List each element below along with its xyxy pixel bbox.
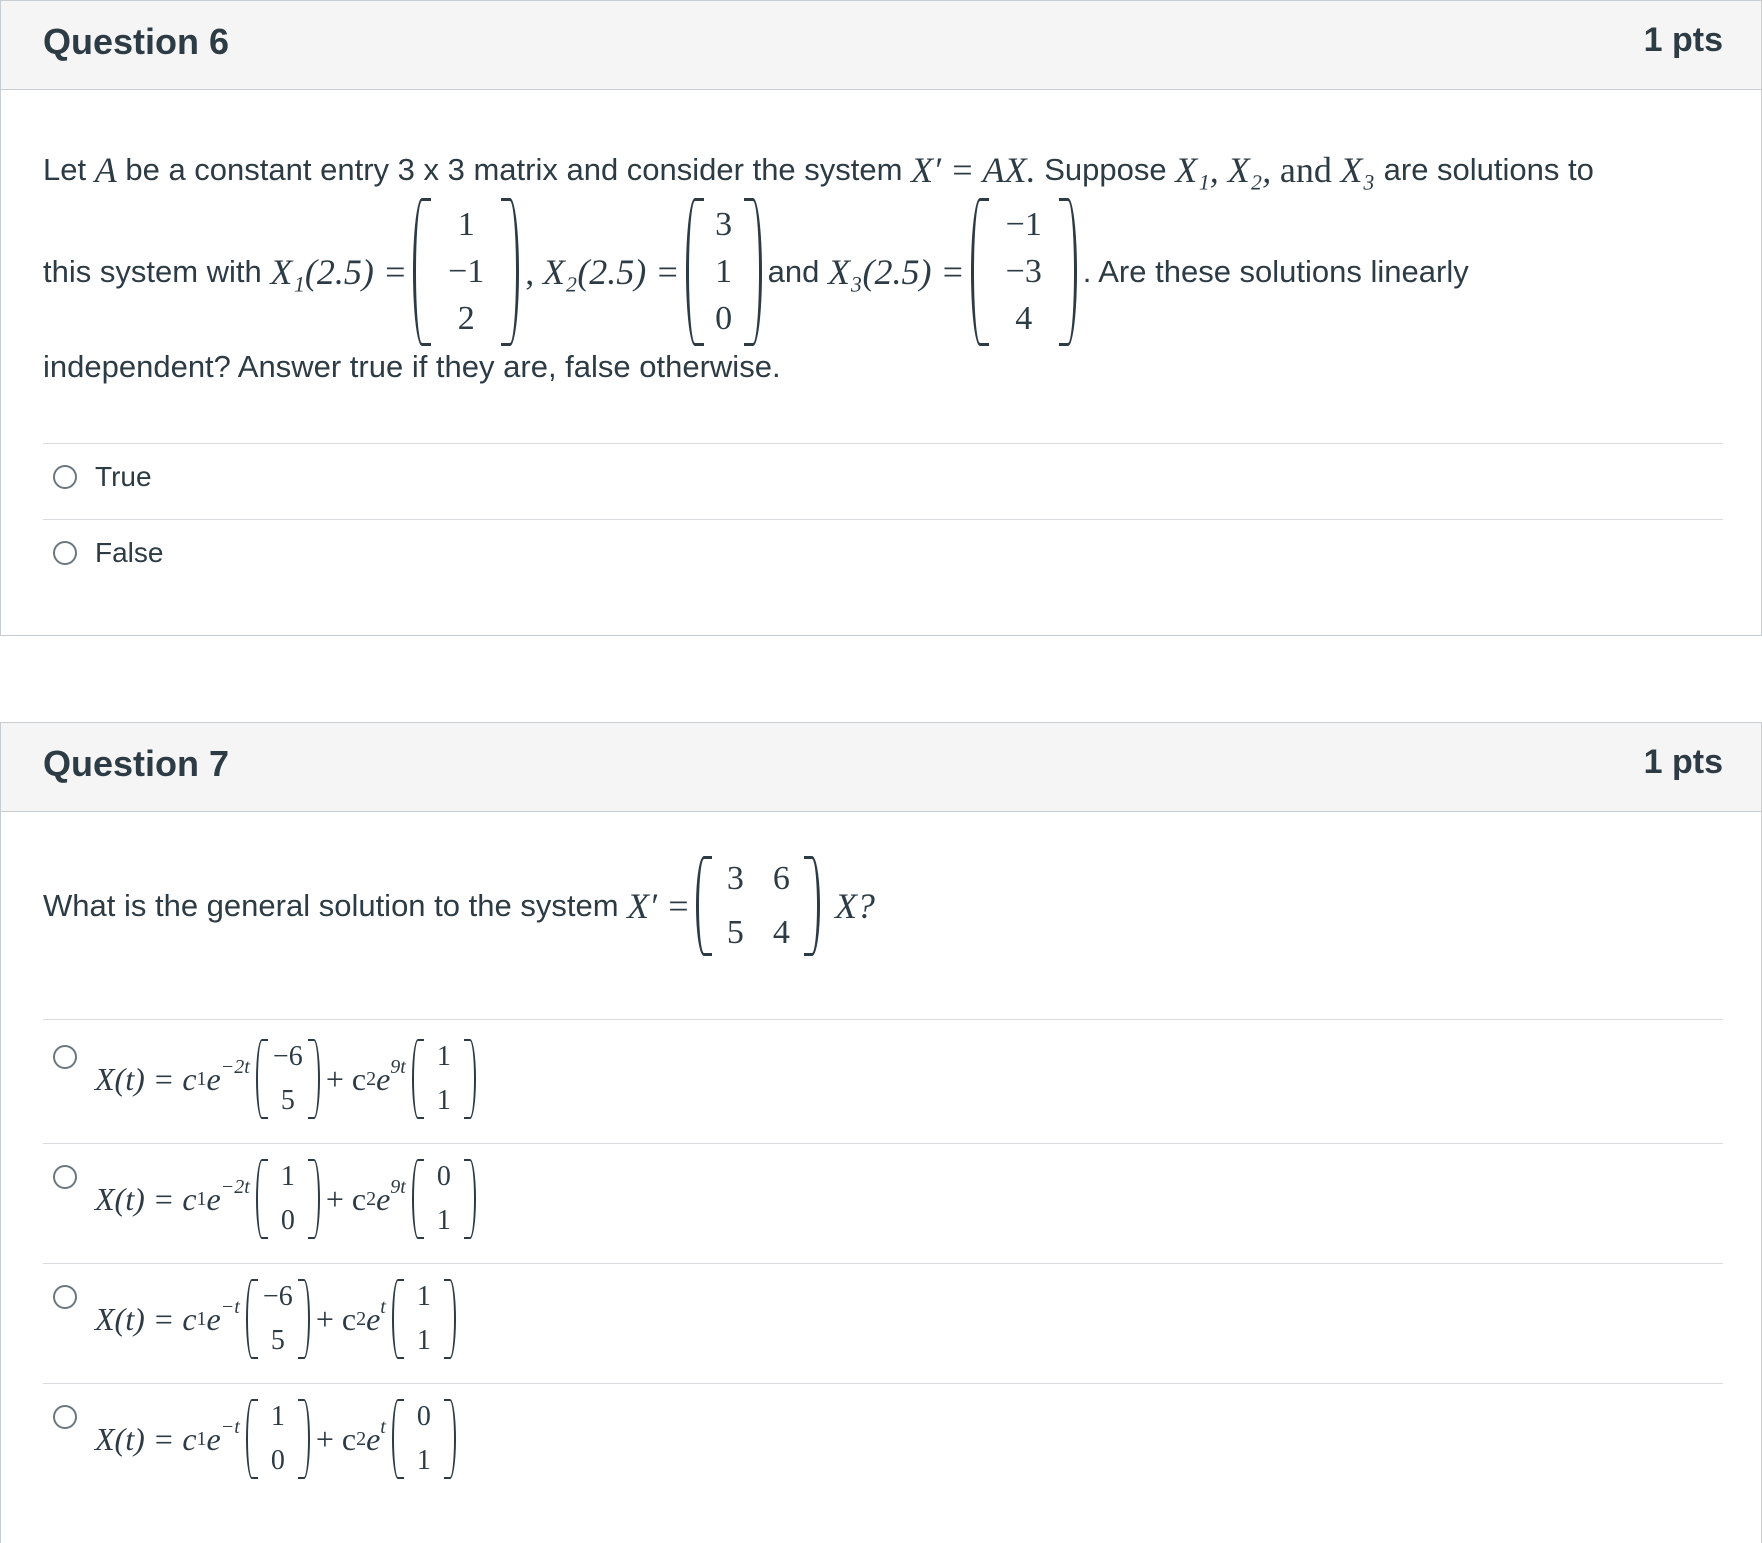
left-paren	[686, 198, 704, 346]
solution-vector	[246, 1399, 310, 1479]
left-paren	[392, 1279, 404, 1359]
matrix-entry: 3	[726, 860, 744, 897]
vector-entry: 1	[457, 206, 475, 243]
question-6-card	[0, 0, 1762, 636]
vector-entry: 1	[416, 1445, 431, 1476]
solution-expression	[95, 1159, 482, 1239]
divider	[43, 1383, 1723, 1384]
q7-option-1[interactable]	[43, 1039, 482, 1119]
q7-eq-rhs: X?	[834, 886, 875, 926]
plus-c: + c	[315, 1420, 357, 1457]
radio-button[interactable]	[53, 1165, 77, 1189]
left-paren	[971, 198, 989, 346]
right-paren	[308, 1159, 320, 1239]
plus-c: + c	[315, 1300, 357, 1337]
exp-base: e	[206, 1060, 221, 1097]
exponent-2: 9t	[390, 1175, 406, 1198]
subscript-2: 2	[366, 1187, 377, 1210]
vector-entry: 1	[436, 1041, 451, 1072]
q6-vector-2	[686, 198, 762, 346]
right-paren	[308, 1039, 320, 1119]
q6-text-be: be a constant entry 3 x 3 matrix and consider the system	[125, 152, 903, 187]
vector-entry: −1	[448, 253, 485, 290]
question-6-text-line-1	[43, 149, 1594, 191]
exp-base: e	[206, 1300, 221, 1337]
right-paren	[298, 1279, 310, 1359]
vector-entry: 1	[416, 1281, 431, 1312]
left-paren	[256, 1039, 268, 1119]
matrix-entry: 5	[726, 914, 744, 951]
exp-base: e	[366, 1420, 381, 1457]
q7-text-prompt: What is the general solution to the system	[43, 888, 619, 923]
option-label: False	[95, 537, 164, 568]
q6-text-and: and	[1279, 150, 1332, 190]
solution-vector	[392, 1399, 456, 1479]
solution-lhs: X(t) = c	[95, 1420, 197, 1457]
left-paren	[412, 1159, 424, 1239]
radio-button[interactable]	[53, 1285, 77, 1309]
right-paren	[1059, 198, 1077, 346]
vector-entry: 1	[270, 1401, 285, 1432]
subscript-1: 1	[196, 1427, 207, 1450]
solution-vector	[256, 1039, 320, 1119]
exponent-2: 9t	[390, 1055, 406, 1078]
question-7-header	[1, 723, 1761, 812]
question-6-points: 1 pts	[1643, 21, 1723, 59]
exp-base: e	[206, 1420, 221, 1457]
subscript-1: 1	[196, 1067, 207, 1090]
solution-lhs: X(t) = c	[95, 1180, 197, 1217]
radio-button[interactable]	[53, 541, 77, 565]
right-paren	[804, 856, 820, 956]
left-paren	[413, 198, 431, 346]
vector-entry: −1	[1005, 206, 1042, 243]
exponent-1: −2t	[220, 1055, 250, 1078]
exponent-1: −2t	[220, 1175, 250, 1198]
q6-text-this: this system with	[43, 254, 262, 289]
right-paren	[444, 1279, 456, 1359]
exp-base: e	[376, 1060, 391, 1097]
vector-entry: 2	[457, 300, 475, 337]
solution-vector	[412, 1039, 476, 1119]
vector-entry: 1	[280, 1161, 295, 1192]
solution-expression	[95, 1279, 462, 1359]
solution-lhs: X(t) = c	[95, 1300, 197, 1337]
left-paren	[696, 856, 712, 956]
question-7-card	[0, 722, 1762, 1543]
exponent-2: t	[380, 1415, 386, 1438]
solution-lhs: X(t) = c	[95, 1060, 197, 1097]
q6-eq-x2-at: X₂(2.5) =	[542, 252, 680, 292]
exp-base: e	[206, 1180, 221, 1217]
q6-text-suppose: Suppose	[1044, 152, 1167, 187]
subscript-1: 1	[196, 1307, 207, 1330]
vector-entry: 1	[436, 1085, 451, 1116]
exponent-2: t	[380, 1295, 386, 1318]
solution-expression	[95, 1039, 482, 1119]
vector-entry: −3	[1005, 253, 1042, 290]
q7-option-4[interactable]	[43, 1399, 462, 1479]
vector-entry: 0	[436, 1161, 451, 1192]
question-7-points: 1 pts	[1643, 743, 1723, 781]
question-6-text-line-2	[43, 197, 1469, 347]
q6-symbol-a: A	[94, 150, 117, 190]
q6-eq-x3-at: X₃(2.5) =	[827, 252, 965, 292]
exp-base: e	[376, 1180, 391, 1217]
q6-vector-3	[971, 198, 1077, 346]
vector-entry: 0	[270, 1445, 285, 1476]
q6-option-false[interactable]	[43, 537, 163, 569]
q6-eq-system: X′ = AX.	[911, 150, 1036, 190]
vector-entry: −6	[262, 1281, 293, 1312]
question-6-text-line-3	[43, 349, 781, 385]
right-paren	[464, 1039, 476, 1119]
vector-entry: 5	[280, 1085, 295, 1116]
left-paren	[392, 1399, 404, 1479]
solution-vector	[256, 1159, 320, 1239]
question-6-title: Question 6	[43, 21, 230, 62]
q6-eq-x1-at: X₁(2.5) =	[270, 252, 408, 292]
vector-entry: 4	[1015, 300, 1033, 337]
q7-eq-lhs: X′ =	[627, 886, 691, 926]
q6-text-let: Let	[43, 152, 87, 187]
q6-option-true[interactable]	[43, 461, 152, 493]
q6-text-tail: . Are these solutions linearly	[1082, 254, 1469, 289]
left-paren	[412, 1039, 424, 1119]
vector-entry: 1	[436, 1205, 451, 1236]
vector-entry: 3	[715, 206, 733, 243]
solution-vector	[246, 1279, 310, 1359]
vector-entry: 1	[416, 1325, 431, 1356]
solution-expression	[95, 1399, 462, 1479]
q6-comma: ,	[525, 252, 535, 292]
radio-button[interactable]	[53, 1405, 77, 1429]
divider	[43, 1019, 1723, 1020]
left-paren	[256, 1159, 268, 1239]
matrix-entry: 4	[772, 914, 790, 951]
right-paren	[444, 1399, 456, 1479]
divider	[43, 443, 1723, 444]
divider	[43, 1263, 1723, 1264]
exponent-1: −t	[220, 1415, 240, 1438]
q6-eq-x3: X₃	[1340, 150, 1375, 190]
exponent-1: −t	[220, 1295, 240, 1318]
right-paren	[298, 1399, 310, 1479]
plus-c: + c	[325, 1060, 367, 1097]
subscript-2: 2	[356, 1427, 367, 1450]
divider	[43, 1143, 1723, 1144]
right-paren	[501, 198, 519, 346]
q6-text-and-2: and	[767, 254, 820, 289]
vector-entry: −6	[272, 1041, 303, 1072]
vector-entry: 1	[715, 253, 733, 290]
vector-entry: 5	[270, 1325, 285, 1356]
q6-text-line-3: independent? Answer true if they are, false otherwise.	[43, 349, 781, 384]
q6-vector-1	[413, 198, 519, 346]
vector-entry: 0	[280, 1205, 295, 1236]
subscript-1: 1	[196, 1187, 207, 1210]
question-7-prompt	[43, 839, 875, 973]
solution-vector	[412, 1159, 476, 1239]
vector-entry: 0	[416, 1401, 431, 1432]
question-7-title: Question 7	[43, 743, 230, 784]
vector-entry: 0	[715, 300, 733, 337]
question-6-header	[1, 1, 1761, 90]
plus-c: + c	[325, 1180, 367, 1217]
left-paren	[246, 1279, 258, 1359]
q6-text-are: are solutions to	[1383, 152, 1594, 187]
q7-option-2[interactable]	[43, 1159, 482, 1239]
matrix-entry: 6	[772, 860, 790, 897]
q6-eq-solutions: X₁, X₂,	[1175, 150, 1272, 190]
divider	[43, 519, 1723, 520]
left-paren	[246, 1399, 258, 1479]
subscript-2: 2	[356, 1307, 367, 1330]
solution-vector	[392, 1279, 456, 1359]
radio-button[interactable]	[53, 465, 77, 489]
right-paren	[744, 198, 762, 346]
exp-base: e	[366, 1300, 381, 1337]
radio-button[interactable]	[53, 1045, 77, 1069]
subscript-2: 2	[366, 1067, 377, 1090]
option-label: True	[95, 461, 152, 492]
right-paren	[464, 1159, 476, 1239]
q7-option-3[interactable]	[43, 1279, 462, 1359]
q7-matrix	[696, 856, 820, 956]
